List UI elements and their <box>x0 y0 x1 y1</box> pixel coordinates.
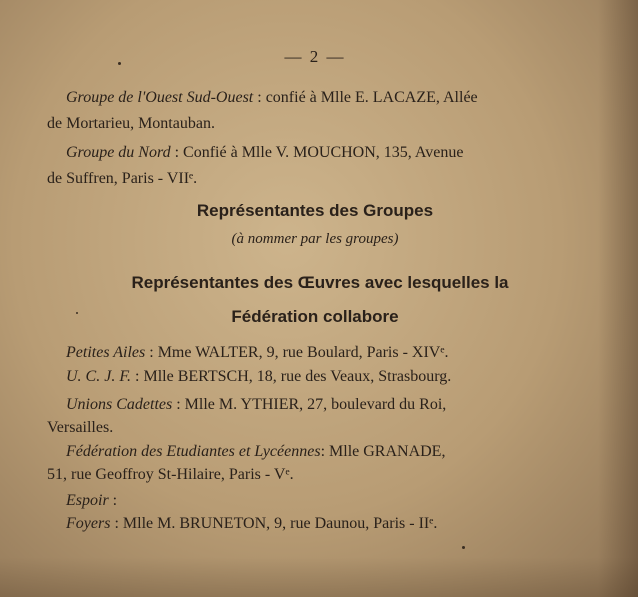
oeuvre-espoir-name: Espoir <box>66 492 109 509</box>
oeuvre-ucjf-sep: : <box>131 368 144 385</box>
paper-speck <box>462 546 465 549</box>
groupe-nord-entry <box>66 144 463 162</box>
oeuvre-federation-etudiantes-text: Mlle GRANADE, <box>329 443 446 460</box>
groupe-nord-address: de Suffren, Paris - VIIᵉ. <box>47 170 198 187</box>
groupe-ouest-entry <box>66 89 478 107</box>
page-edge-shadow <box>598 0 638 597</box>
oeuvre-federation-etudiantes-name: Fédération des Etudiantes et Lycéennes <box>66 443 321 460</box>
oeuvre-ucjf <box>66 368 451 386</box>
oeuvre-unions-cadettes-city: Versailles. <box>47 419 114 436</box>
oeuvre-petites-ailes <box>66 344 448 362</box>
oeuvre-foyers-sep: : <box>110 515 123 532</box>
groupe-ouest-sep: : <box>253 89 266 106</box>
oeuvre-unions-cadettes <box>66 396 446 414</box>
groupe-ouest-name: Groupe de l'Ouest Sud-Ouest <box>66 89 254 106</box>
oeuvre-unions-cadettes-text: Mlle M. YTHIER, 27, boulevard du Roi, <box>184 396 447 413</box>
groupe-nord-name: Groupe du Nord <box>66 144 171 161</box>
representantes-oeuvres-title-2: Fédération collabore <box>231 307 399 326</box>
groupe-nord-text: Confié à Mlle V. MOUCHON, 135, Avenue <box>183 144 464 161</box>
groupe-ouest-text: confié à Mlle E. LACAZE, Allée <box>265 89 478 106</box>
oeuvre-federation-etudiantes-address: 51, rue Geoffroy St-Hilaire, Paris - Vᵉ. <box>47 466 294 483</box>
representantes-groupes-title: Représentantes des Groupes <box>196 201 434 220</box>
oeuvre-petites-ailes-sep: : <box>145 344 158 361</box>
oeuvre-foyers-text: Mlle M. BRUNETON, 9, rue Daunou, Paris - IIᵉ. <box>122 515 438 532</box>
oeuvre-federation-etudiantes-sep: : <box>320 443 330 460</box>
oeuvre-espoir-sep: : <box>108 492 118 509</box>
oeuvre-ucjf-text: Mlle BERTSCH, 18, rue des Veaux, Strasbourg. <box>143 368 452 385</box>
oeuvre-ucjf-name: U. C. J. F. <box>66 368 132 385</box>
oeuvre-unions-cadettes-sep: : <box>172 396 185 413</box>
oeuvre-petites-ailes-text: Mme WALTER, 9, rue Boulard, Paris - XIVᵉ. <box>157 344 449 361</box>
page-number: — 2 — <box>284 47 346 66</box>
page-bottom-shadow <box>0 557 638 597</box>
representantes-oeuvres-title: Représentantes des Œuvres avec lesquelles la <box>131 273 509 292</box>
oeuvre-foyers <box>66 515 437 533</box>
oeuvre-federation-etudiantes <box>66 443 445 461</box>
oeuvre-espoir <box>66 492 117 510</box>
paper-speck <box>76 312 78 314</box>
paper-speck <box>118 62 121 65</box>
groupe-ouest-address: de Mortarieu, Montauban. <box>47 115 215 132</box>
oeuvre-petites-ailes-name: Petites Ailes <box>66 344 146 361</box>
oeuvre-foyers-name: Foyers <box>66 515 111 532</box>
groupe-nord-sep: : <box>170 144 184 161</box>
representantes-groupes-subtitle: (à nommer par les groupes) <box>231 231 399 247</box>
oeuvre-unions-cadettes-name: Unions Cadettes <box>66 396 173 413</box>
